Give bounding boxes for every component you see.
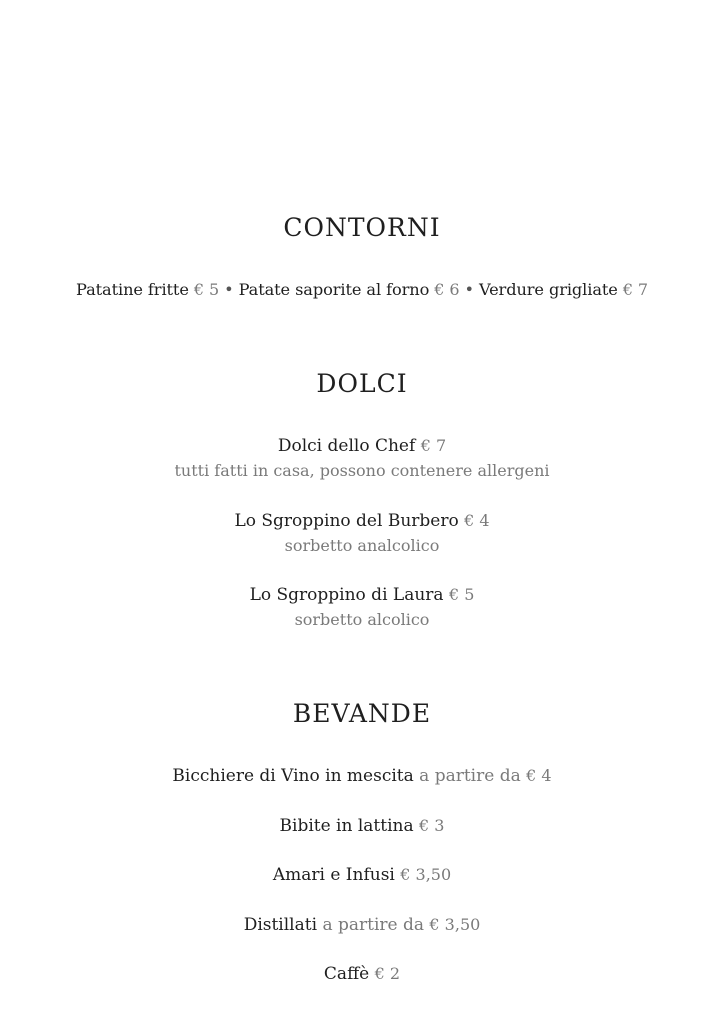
- item-price: € 7: [420, 436, 447, 455]
- item-description: sorbetto alcolico: [294, 610, 430, 629]
- item-note: a partire da: [322, 915, 424, 935]
- section-title-bevande: BEVANDE: [292, 699, 432, 728]
- item-price: € 7: [622, 280, 648, 299]
- item-name: Distillati: [243, 915, 318, 935]
- item-price: € 6: [434, 280, 460, 299]
- item-name: Caffè: [323, 964, 370, 984]
- item-description: tutti fatti in casa, possono contenere allergeni: [174, 461, 550, 480]
- item-name: Dolci dello Chef: [277, 436, 416, 456]
- item-price: € 5: [448, 585, 475, 604]
- item-name: Amari e Infusi: [272, 865, 395, 885]
- item-price: € 4: [464, 511, 490, 530]
- menu-item: [0, 864, 724, 886]
- item-name: Patatine fritte: [76, 280, 189, 299]
- item-name: Lo Sgroppino del Burbero: [234, 511, 459, 531]
- section-title-dolci: DOLCI: [316, 369, 408, 398]
- item-name: Verdure grigliate: [478, 280, 618, 299]
- menu-item: [0, 584, 724, 606]
- contorni-line: [0, 279, 724, 301]
- item-description: sorbetto analcolico: [284, 536, 440, 555]
- item-price: € 3,50: [429, 915, 481, 934]
- menu-item: [0, 510, 724, 532]
- menu-item: [0, 435, 724, 457]
- menu-item: [0, 963, 724, 985]
- item-name: Bibite in lattina: [279, 816, 414, 836]
- menu-item: [0, 914, 724, 936]
- item-note: a partire da: [419, 766, 521, 786]
- item-name: Patate saporite al forno: [238, 280, 430, 299]
- item-name: Lo Sgroppino di Laura: [249, 585, 444, 605]
- item-price: € 2: [374, 964, 401, 983]
- menu-item: [0, 765, 724, 787]
- item-price: € 3: [419, 816, 445, 835]
- menu-item: [0, 815, 724, 837]
- item-price: € 3,50: [400, 865, 452, 884]
- section-title-contorni: CONTORNI: [283, 213, 441, 242]
- bullet-separator: •: [464, 280, 474, 299]
- item-price: € 4: [526, 766, 552, 785]
- item-name: Bicchiere di Vino in mescita: [172, 766, 414, 786]
- bullet-separator: •: [224, 280, 234, 299]
- item-price: € 5: [193, 280, 220, 299]
